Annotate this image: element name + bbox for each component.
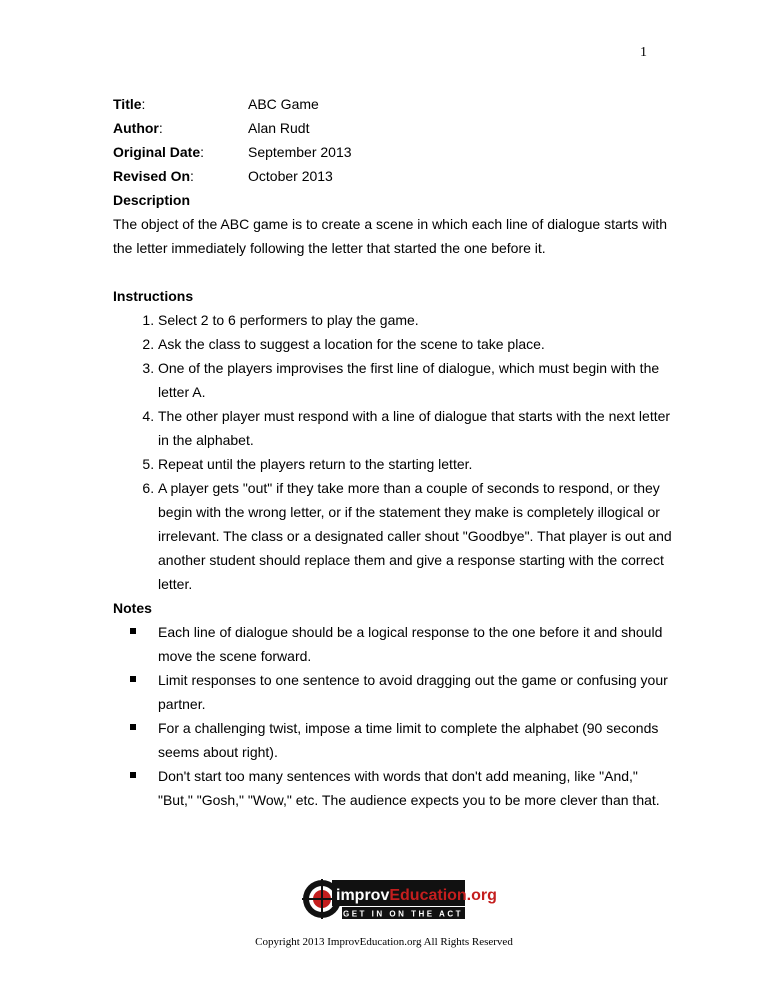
note-item: Don't start too many sentences with words that don't add meaning, like "And," "But," "Gosh," "Wow," etc. The audience expects you to be more clever than that. <box>158 764 673 812</box>
meta-original-date-value: September 2013 <box>248 144 352 160</box>
meta-revised-value: October 2013 <box>248 168 333 184</box>
instruction-item: 3. One of the players improvises the first line of dialogue, which must begin with the letter A. <box>158 356 673 404</box>
logo-name-part1: improv <box>336 887 390 904</box>
instruction-item: 5. Repeat until the players return to the starting letter. <box>158 452 673 476</box>
instruction-item: 6. A player gets "out" if they take more than a couple of seconds to respond, or they begin with the wrong letter, or if the statement they make is completely illogical or irrelevant. The class or a designated caller shout "Goodbye". That player is out and another student should replace them and give a response starting with the correct letter. <box>158 476 673 596</box>
improv-education-logo <box>302 877 497 921</box>
svg-text:improvEducation.org <box>336 887 497 904</box>
meta-revised-label: Revised On <box>113 168 191 184</box>
meta-original-date-label: Original Date <box>113 144 201 160</box>
instructions-heading: Instructions <box>113 288 194 304</box>
instruction-item: 1. Select 2 to 6 performers to play the game. <box>158 308 673 332</box>
page-number: 1 <box>640 45 647 60</box>
meta-original-date-row: Original Date: September 2013 <box>113 140 673 164</box>
meta-author-row: Author: Alan Rudt <box>113 116 673 140</box>
document-body <box>113 92 673 812</box>
meta-author-label: Author <box>113 120 159 136</box>
logo-name-part2: Education.org <box>389 887 497 904</box>
note-item: Each line of dialogue should be a logical response to the one before it and should move the scene forward. <box>158 620 673 668</box>
instructions-list <box>113 308 673 596</box>
notes-heading: Notes <box>113 600 152 616</box>
copyright-footer: Copyright 2013 ImprovEducation.org All Rights Reserved <box>255 936 513 948</box>
meta-author-value: Alan Rudt <box>248 120 310 136</box>
description-text: The object of the ABC game is to create a scene in which each line of dialogue starts with the letter immediately following the letter that started the one before it. <box>113 216 668 256</box>
meta-revised-row: Revised On: October 2013 <box>113 164 673 188</box>
notes-list <box>113 620 673 812</box>
description-heading: Description <box>113 192 191 208</box>
instruction-item: 2. Ask the class to suggest a location for the scene to take place. <box>158 332 673 356</box>
note-item: Limit responses to one sentence to avoid dragging out the game or confusing your partner. <box>158 668 673 716</box>
meta-title-label: Title <box>113 96 142 112</box>
meta-title-value: ABC Game <box>248 96 319 112</box>
meta-title-row: Title: ABC Game <box>113 92 673 116</box>
note-item: For a challenging twist, impose a time limit to complete the alphabet (90 seconds seems about right). <box>158 716 673 764</box>
instruction-item: 4. The other player must respond with a line of dialogue that starts with the next letter in the alphabet. <box>158 404 673 452</box>
logo-tagline: GET IN ON THE ACT <box>343 909 463 919</box>
